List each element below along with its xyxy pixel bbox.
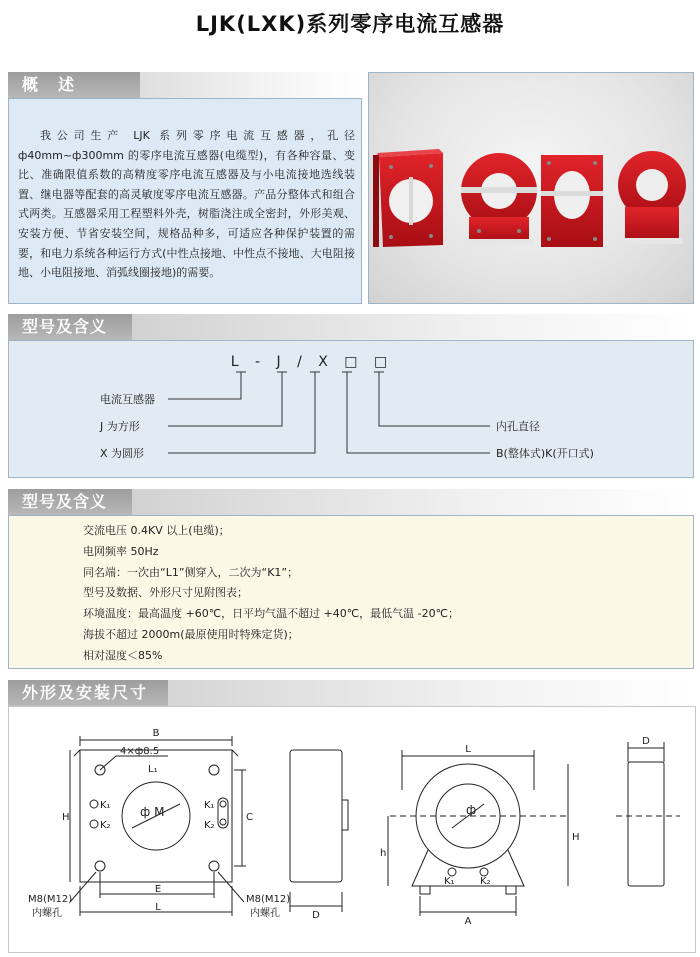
dimension-drawings: [8, 706, 696, 953]
dim-C: C: [246, 812, 253, 823]
label-type: B(整体式)K(开口式): [496, 447, 594, 460]
tech-item-altitude: 海拔不超过 2000m(最原使用时特殊定货)；: [83, 627, 299, 641]
round-front-view: [388, 750, 568, 916]
dim-K1-square: K₁: [100, 800, 111, 811]
tech-list: [83, 521, 459, 667]
square-transformer-image: [373, 149, 443, 247]
dim-A: A: [464, 916, 472, 927]
tech-item-voltage: 交流电压 0.4KV 以上(电缆)；: [83, 524, 230, 537]
dim-phiM: ф M: [140, 805, 165, 819]
tech-item-humidity: 相对湿度＜85%: [83, 648, 163, 662]
dim-K1-round: K₁: [444, 876, 455, 887]
dim-B: B: [152, 728, 160, 739]
label-bore: 内孔直径: [496, 420, 540, 433]
tech-item-frequency: 电网频率 50Hz: [83, 544, 159, 558]
product-photo: [368, 72, 694, 304]
label-round: X 为圆形: [100, 447, 145, 460]
dims-header: 外形及安装尺寸: [8, 680, 168, 706]
tech-header: 型号及含义: [8, 489, 132, 515]
round-side-view: [616, 742, 680, 886]
square-oval-transformer-image: [541, 155, 603, 247]
dim-H-round: H: [572, 832, 580, 843]
tech-item-model-data: 型号及数据、外形尺寸见附图表；: [83, 586, 248, 600]
model-code: L - J / X □ □: [230, 354, 394, 370]
square-side-view: [290, 750, 348, 912]
dim-phi: ф: [466, 803, 477, 817]
model-panel: [8, 340, 694, 478]
overview-header: 概 述: [8, 72, 140, 98]
dim-L-round: L: [465, 744, 471, 755]
dim-internal-thread-left: 内螺孔: [32, 908, 62, 919]
dim-internal-thread-right: 内螺孔: [250, 908, 280, 919]
label-current-transformer: 电流互感器: [100, 393, 155, 406]
dim-K2-square-right: K₂: [204, 820, 215, 831]
dim-L1: L₁: [148, 764, 158, 775]
dim-L-square: L: [155, 902, 161, 913]
page-title: LJK(LXK)系列零序电流互感器: [195, 12, 505, 36]
dim-E: E: [154, 884, 162, 895]
dim-H-square: H: [62, 812, 70, 823]
dim-h: h: [380, 848, 387, 859]
tech-item-polarity: 同名端：一次由“L1”侧穿入，二次为“K1”；: [83, 565, 299, 579]
dim-D-round: D: [642, 736, 650, 747]
dim-K1-square-right: K₁: [204, 800, 215, 811]
tech-item-temperature: 环境温度：最高温度 +60℃，日平均气温不超过 +40℃，最低气温 -20℃；: [83, 607, 459, 621]
dim-thread-left: M8(M12): [28, 894, 73, 905]
label-square: J 为方形: [100, 420, 140, 433]
dim-D-square: D: [312, 910, 320, 921]
dim-holes: 4×ф8.5: [120, 746, 160, 757]
model-header: 型号及含义: [8, 314, 132, 340]
ring-split-transformer-image: [461, 153, 537, 245]
dim-K2-square: K₂: [100, 820, 111, 831]
dim-K2-round: K₂: [480, 876, 491, 887]
dim-thread-right: M8(M12): [246, 894, 291, 905]
overview-text: 我公司生产 LJK 系列零序电流互感器，孔径 ф40mm~ф300mm 的零序电流互感器(电缆型)，有各种容量、变比、准确限值系数的高精度零序电流互感器及与小电流接地选线装置、继电器等配套的高灵敏度零序电流互感器。产品分整体式和组合式两类。互感器采用工程塑料外壳，树脂浇注成全密封，外形美观、安装方便、节省安装空间，规格品种多，可适应各种保护装置的需要，和电力系统各种运行方式(中性点接地、中性点不接地、大电阻接地、小电阻接地、消弧线圈接地)的需要。: [18, 129, 355, 280]
ring-integral-transformer-image: [618, 151, 686, 244]
